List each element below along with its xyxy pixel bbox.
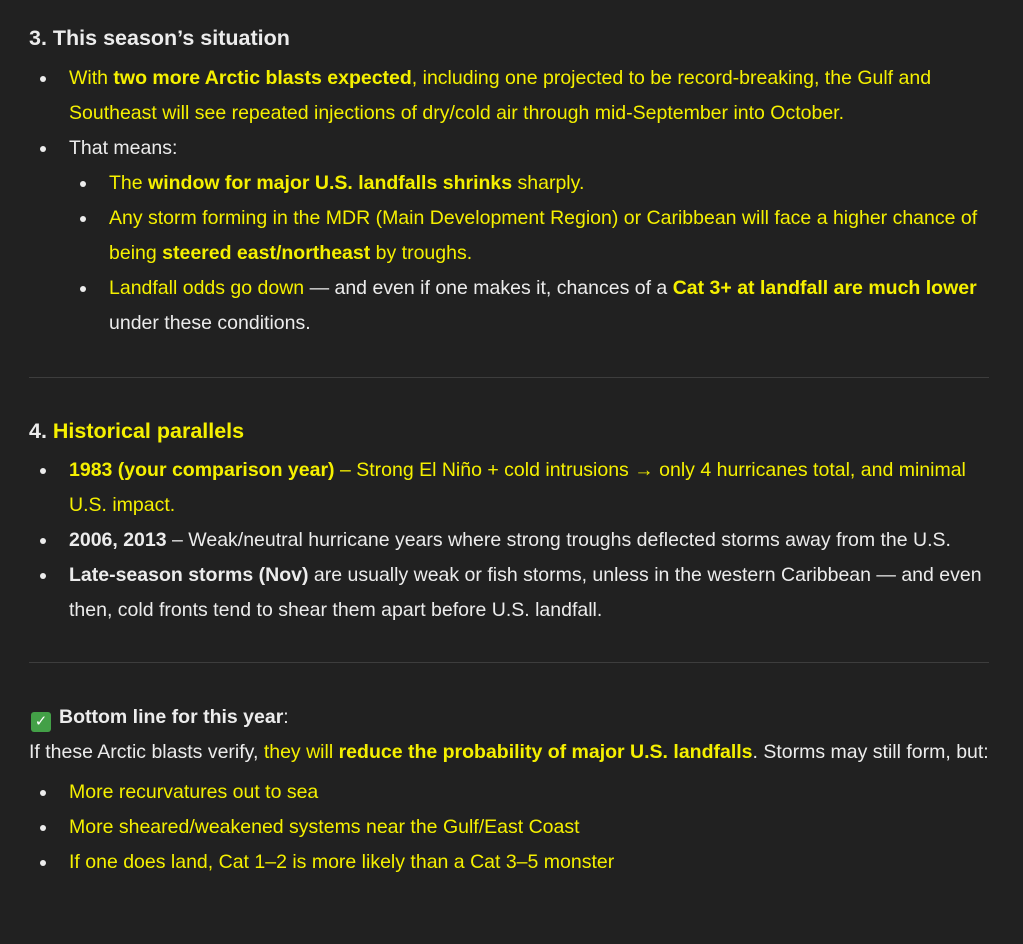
bold-text: two more Arctic blasts expected [113,67,412,89]
bold-text: steered east/northeast [162,242,371,264]
text-run: If these Arctic blasts verify, [29,741,264,763]
list-item [29,775,989,810]
bold-text: Late-season storms (Nov) [69,564,309,586]
bold-text: Cat 3+ at landfall are much lower [672,277,977,299]
divider [29,662,989,663]
text-run: More sheared/weakened systems near the Gulf/East Coast [69,816,580,838]
bold-text: window for major U.S. landfalls shrinks [148,172,513,194]
text-run: That means: [69,137,178,159]
text-run: — and even if one makes it, chances of a [304,277,673,299]
text-run: : [283,706,289,728]
section-3-heading: 3. This season’s situation [29,26,290,50]
section-3-list [29,61,989,341]
text-run: Any storm forming in the MDR (Main Development Region) or Caribbean will face a higher chance of being [109,207,978,264]
text-run: they will [263,741,339,763]
list-item [29,810,989,845]
bottom-line-heading [29,700,989,735]
list-item [69,166,989,201]
text-run: under these conditions. [109,312,311,334]
bold-text: reduce the probability of major U.S. landfalls [338,741,753,763]
list-item [69,271,989,341]
section-4-list [29,453,989,628]
bottom-line-paragraph [29,735,989,770]
bottom-line-list [29,775,989,880]
list-item [29,453,989,523]
text-run: The [109,172,149,194]
list-item [29,558,989,628]
text-run: With [69,67,114,89]
list-item [29,131,989,341]
list-item [29,523,989,558]
text-run: Landfall odds go down [109,277,305,299]
text-run: sharply. [512,172,585,194]
heading-number: 4. [29,419,53,443]
bold-text: 1983 (your comparison year) [69,459,335,481]
text-run: by troughs. [370,242,473,264]
list-item [29,845,989,880]
bottom-line-title: Bottom line for this year [59,706,284,728]
text-run: If one does land, Cat 1–2 is more likely than a Cat 3–5 monster [69,851,615,873]
section-4-heading [29,413,989,449]
list-item [29,61,989,131]
heading-text: Historical parallels [52,419,245,443]
text-run: – Weak/neutral hurricane years where strong troughs deflected storms away from the U.S. [166,529,951,551]
chat-response [29,20,989,880]
text-run: More recurvatures out to sea [69,781,319,803]
text-run: , including one projected to be record-breaking, the Gulf and Southeast will see repeated injections of dry/cold air through mid-September into October. [69,67,932,124]
sub-list [69,166,989,341]
text-run: – Strong El Niño + cold intrusions → only 4 hurricanes total, and minimal U.S. impact. [69,459,966,516]
text-run: . Storms may still form, but: [752,741,989,763]
text-run: are usually weak or fish storms, unless in the western Caribbean — and even then, cold fronts tend to shear them apart before U.S. landfall. [69,564,982,621]
bold-text: 2006, 2013 [69,529,167,551]
divider [29,377,989,378]
list-item [69,201,989,271]
check-mark-icon: ✓ [31,712,51,732]
